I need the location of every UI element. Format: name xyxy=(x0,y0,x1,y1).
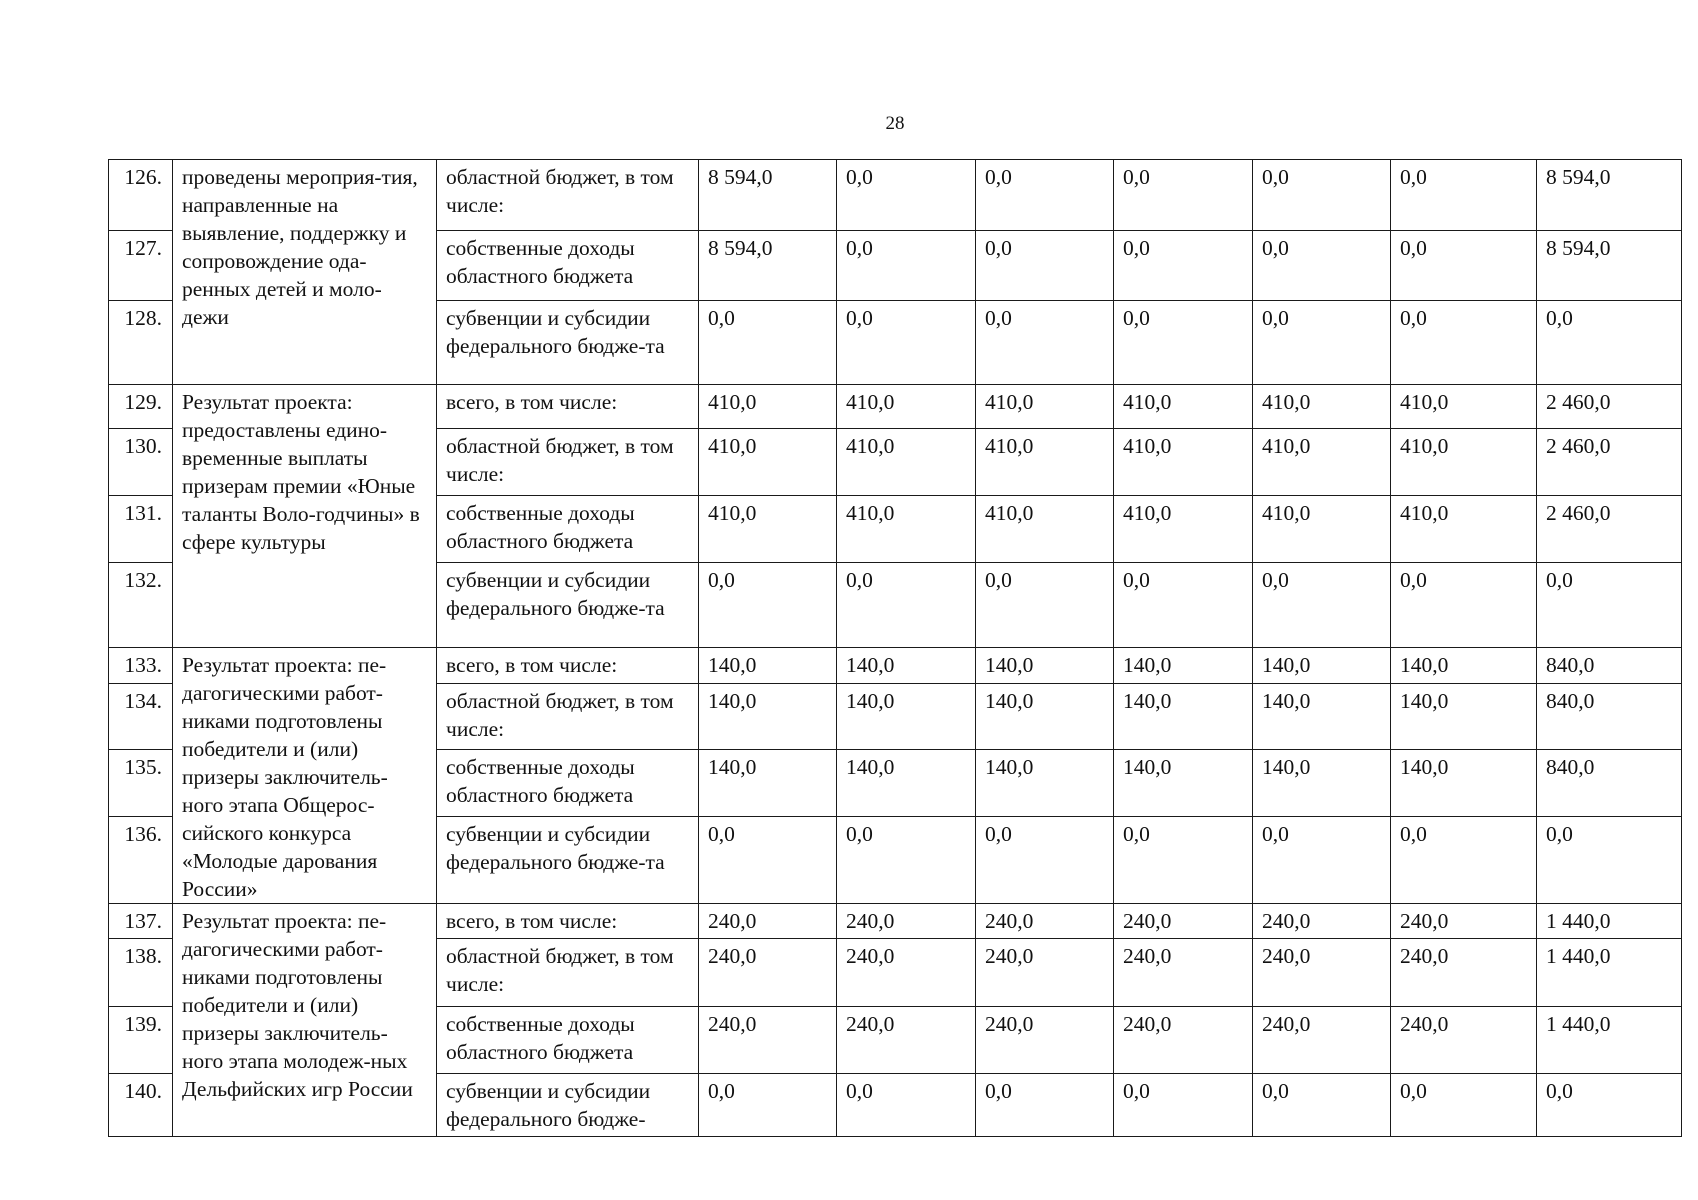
year-value: 140,0 xyxy=(1391,750,1537,816)
year-value: 240,0 xyxy=(1253,939,1391,1007)
funding-source: областной бюджет, в том числе: xyxy=(437,939,699,1007)
year-value: 0,0 xyxy=(837,160,976,231)
funding-source: субвенции и субсидии федерального бюдже-та xyxy=(437,301,699,385)
year-value: 0,0 xyxy=(1253,231,1391,301)
year-value: 140,0 xyxy=(699,648,837,684)
year-value: 410,0 xyxy=(1114,385,1253,429)
result-description: Результат проекта: пе-дагогическими работ-никами подготовлены победители и (или) призеры заключитель-ного этапа Общерос-сийского конкурса «Молодые дарования России» xyxy=(173,648,437,904)
year-value: 0,0 xyxy=(976,563,1114,648)
year-value: 0,0 xyxy=(699,1074,837,1137)
funding-source: собственные доходы областного бюджета xyxy=(437,1007,699,1074)
year-value: 410,0 xyxy=(699,429,837,496)
year-value: 0,0 xyxy=(1391,563,1537,648)
total-value: 1 440,0 xyxy=(1537,904,1682,939)
year-value: 410,0 xyxy=(837,496,976,563)
row-number: 128. xyxy=(109,301,173,385)
year-value: 410,0 xyxy=(837,385,976,429)
row-number: 131. xyxy=(109,496,173,563)
year-value: 240,0 xyxy=(699,904,837,939)
year-value: 240,0 xyxy=(699,1007,837,1074)
year-value: 410,0 xyxy=(1391,429,1537,496)
year-value: 0,0 xyxy=(1253,301,1391,385)
year-value: 140,0 xyxy=(1253,684,1391,750)
year-value: 410,0 xyxy=(1391,496,1537,563)
year-value: 240,0 xyxy=(1114,904,1253,939)
year-value: 410,0 xyxy=(976,429,1114,496)
year-value: 0,0 xyxy=(699,563,837,648)
year-value: 140,0 xyxy=(699,750,837,816)
row-number: 133. xyxy=(109,648,173,684)
year-value: 0,0 xyxy=(1253,160,1391,231)
year-value: 0,0 xyxy=(1114,816,1253,903)
year-value: 240,0 xyxy=(1114,939,1253,1007)
row-number: 134. xyxy=(109,684,173,750)
row-number: 132. xyxy=(109,563,173,648)
total-value: 0,0 xyxy=(1537,1074,1682,1137)
result-description: проведены мероприя-тия, направленные на выявление, поддержку и сопровождение ода-ренных детей и моло-дежи xyxy=(173,160,437,385)
year-value: 140,0 xyxy=(837,648,976,684)
year-value: 410,0 xyxy=(976,385,1114,429)
total-value: 8 594,0 xyxy=(1537,231,1682,301)
funding-source: субвенции и субсидии федерального бюдже- xyxy=(437,1074,699,1137)
year-value: 0,0 xyxy=(1253,563,1391,648)
row-number: 137. xyxy=(109,904,173,939)
funding-source: всего, в том числе: xyxy=(437,385,699,429)
total-value: 1 440,0 xyxy=(1537,939,1682,1007)
funding-source: областной бюджет, в том числе: xyxy=(437,684,699,750)
year-value: 0,0 xyxy=(837,816,976,903)
year-value: 240,0 xyxy=(1253,1007,1391,1074)
row-number: 127. xyxy=(109,231,173,301)
funding-source: собственные доходы областного бюджета xyxy=(437,231,699,301)
year-value: 140,0 xyxy=(1114,648,1253,684)
year-value: 0,0 xyxy=(1391,816,1537,903)
year-value: 0,0 xyxy=(1391,1074,1537,1137)
year-value: 0,0 xyxy=(837,231,976,301)
year-value: 410,0 xyxy=(1114,496,1253,563)
row-number: 130. xyxy=(109,429,173,496)
funding-source: областной бюджет, в том числе: xyxy=(437,160,699,231)
year-value: 410,0 xyxy=(1253,429,1391,496)
year-value: 410,0 xyxy=(699,385,837,429)
row-number: 136. xyxy=(109,816,173,903)
year-value: 0,0 xyxy=(1114,301,1253,385)
year-value: 140,0 xyxy=(1391,648,1537,684)
year-value: 0,0 xyxy=(1391,301,1537,385)
year-value: 0,0 xyxy=(837,1074,976,1137)
total-value: 0,0 xyxy=(1537,563,1682,648)
year-value: 0,0 xyxy=(976,1074,1114,1137)
funding-source: всего, в том числе: xyxy=(437,648,699,684)
year-value: 140,0 xyxy=(1114,684,1253,750)
year-value: 410,0 xyxy=(1114,429,1253,496)
funding-source: субвенции и субсидии федерального бюдже-та xyxy=(437,816,699,903)
year-value: 410,0 xyxy=(1391,385,1537,429)
year-value: 410,0 xyxy=(1253,496,1391,563)
year-value: 140,0 xyxy=(1114,750,1253,816)
year-value: 410,0 xyxy=(699,496,837,563)
table-row xyxy=(109,160,1682,231)
total-value: 840,0 xyxy=(1537,750,1682,816)
year-value: 0,0 xyxy=(1391,160,1537,231)
budget-table xyxy=(108,159,1682,1137)
year-value: 140,0 xyxy=(1391,684,1537,750)
table-row xyxy=(109,904,1682,939)
year-value: 140,0 xyxy=(976,750,1114,816)
total-value: 2 460,0 xyxy=(1537,429,1682,496)
year-value: 0,0 xyxy=(1253,816,1391,903)
year-value: 0,0 xyxy=(1253,1074,1391,1137)
funding-source: всего, в том числе: xyxy=(437,904,699,939)
year-value: 0,0 xyxy=(1114,160,1253,231)
year-value: 0,0 xyxy=(1114,1074,1253,1137)
table-row xyxy=(109,385,1682,429)
year-value: 140,0 xyxy=(976,648,1114,684)
funding-source: областной бюджет, в том числе: xyxy=(437,429,699,496)
year-value: 240,0 xyxy=(837,904,976,939)
funding-source: собственные доходы областного бюджета xyxy=(437,496,699,563)
year-value: 240,0 xyxy=(837,1007,976,1074)
row-number: 126. xyxy=(109,160,173,231)
year-value: 0,0 xyxy=(1391,231,1537,301)
year-value: 0,0 xyxy=(976,231,1114,301)
total-value: 0,0 xyxy=(1537,301,1682,385)
total-value: 1 440,0 xyxy=(1537,1007,1682,1074)
row-number: 140. xyxy=(109,1074,173,1137)
row-number: 138. xyxy=(109,939,173,1007)
year-value: 8 594,0 xyxy=(699,231,837,301)
funding-source: субвенции и субсидии федерального бюдже-та xyxy=(437,563,699,648)
year-value: 240,0 xyxy=(976,904,1114,939)
year-value: 240,0 xyxy=(976,939,1114,1007)
year-value: 0,0 xyxy=(837,301,976,385)
result-description: Результат проекта: предоставлены едино-временные выплаты призерам премии «Юные таланты Воло-годчины» в сфере культуры xyxy=(173,385,437,648)
year-value: 0,0 xyxy=(1114,563,1253,648)
table-row xyxy=(109,648,1682,684)
year-value: 0,0 xyxy=(699,816,837,903)
page-number: 28 xyxy=(885,113,905,134)
year-value: 140,0 xyxy=(1253,750,1391,816)
total-value: 840,0 xyxy=(1537,684,1682,750)
year-value: 240,0 xyxy=(1391,939,1537,1007)
year-value: 410,0 xyxy=(976,496,1114,563)
year-value: 8 594,0 xyxy=(699,160,837,231)
year-value: 240,0 xyxy=(837,939,976,1007)
total-value: 0,0 xyxy=(1537,816,1682,903)
total-value: 2 460,0 xyxy=(1537,385,1682,429)
year-value: 0,0 xyxy=(976,816,1114,903)
year-value: 240,0 xyxy=(976,1007,1114,1074)
year-value: 140,0 xyxy=(976,684,1114,750)
year-value: 0,0 xyxy=(699,301,837,385)
year-value: 410,0 xyxy=(837,429,976,496)
year-value: 240,0 xyxy=(699,939,837,1007)
year-value: 140,0 xyxy=(1253,648,1391,684)
year-value: 140,0 xyxy=(699,684,837,750)
funding-source: собственные доходы областного бюджета xyxy=(437,750,699,816)
result-description: Результат проекта: пе-дагогическими работ-никами подготовлены победители и (или) призеры заключитель-ного этапа молодеж-ных Дельфийских игр России xyxy=(173,904,437,1137)
year-value: 140,0 xyxy=(837,684,976,750)
year-value: 240,0 xyxy=(1114,1007,1253,1074)
year-value: 0,0 xyxy=(976,301,1114,385)
year-value: 410,0 xyxy=(1253,385,1391,429)
year-value: 240,0 xyxy=(1253,904,1391,939)
year-value: 0,0 xyxy=(837,563,976,648)
total-value: 8 594,0 xyxy=(1537,160,1682,231)
year-value: 140,0 xyxy=(837,750,976,816)
year-value: 240,0 xyxy=(1391,1007,1537,1074)
row-number: 129. xyxy=(109,385,173,429)
row-number: 139. xyxy=(109,1007,173,1074)
total-value: 840,0 xyxy=(1537,648,1682,684)
year-value: 0,0 xyxy=(976,160,1114,231)
row-number: 135. xyxy=(109,750,173,816)
year-value: 0,0 xyxy=(1114,231,1253,301)
total-value: 2 460,0 xyxy=(1537,496,1682,563)
year-value: 240,0 xyxy=(1391,904,1537,939)
table-body xyxy=(109,160,1682,1137)
